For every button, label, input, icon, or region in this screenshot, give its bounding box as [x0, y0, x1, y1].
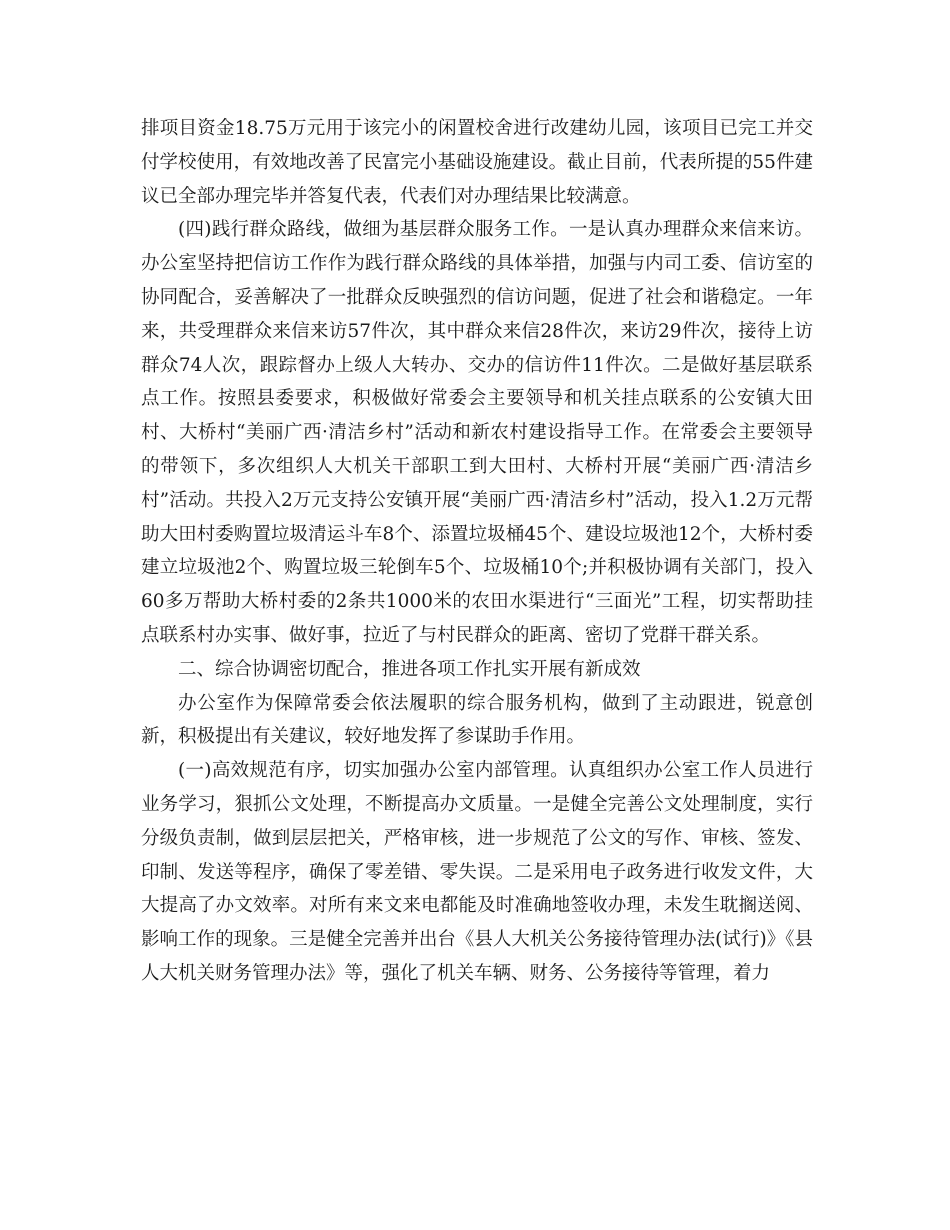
- paragraph-mass-line-service: (四)践行群众路线，做细为基层群众服务工作。一是认真办理群众来信来访。办公室坚持把信访工作作为践行群众路线的具体举措，加强与内司工委、信访室的协同配合，妥善解决了一批群众反映强烈的信访问题，促进了社会和谐稳定。一年来，共受理群众来信来访57件次，其中群众来信28件次，来访29件次，接待上访群众74人次，跟踪督办上级人大转办、交办的信访件11件次。二是做好基层联系点工作。按照县委要求，积极做好常委会主要领导和机关挂点联系的公安镇大田村、大桥村“美丽广西·清洁乡村”活动和新农村建设指导工作。在常委会主要领导的带领下，多次组织人大机关干部职工到大田村、大桥村开展“美丽广西·清洁乡村”活动。共投入2万元支持公安镇开展“美丽广西·清洁乡村”活动，投入1.2万元帮助大田村委购置垃圾清运斗车8个、添置垃圾桶45个、建设垃圾池12个，大桥村委建立垃圾池2个、购置垃圾三轮倒车5个、垃圾桶10个;并积极协调有关部门，投入60多万帮助大桥村委的2条共1000米的农田水渠进行“三面光”工程，切实帮助挂点联系村办实事、做好事，拉近了与村民群众的距离、密切了党群干群关系。: [141, 219, 813, 646]
- section-heading-coordination: 二、综合协调密切配合，推进各项工作扎实开展有新成效: [178, 658, 641, 680]
- paragraph-office-role: 办公室作为保障常委会依法履职的综合服务机构，做到了主动跟进，锐意创新，积极提出有关建议，较好地发挥了参谋助手作用。: [141, 692, 813, 748]
- paragraph-continuation: 排项目资金18.75万元用于该完小的闲置校舍进行改建幼儿园，该项目已完工并交付学校使用，有效地改善了民富完小基础设施建设。截止目前，代表所提的55件建议已全部办理完毕并答复代表，代表们对办理结果比较满意。: [141, 118, 813, 207]
- paragraph-internal-management: (一)高效规范有序，切实加强办公室内部管理。认真组织办公室工作人员进行业务学习，狠抓公文处理，不断提高办文质量。一是健全完善公文处理制度，实行分级负责制，做到层层把关，严格审核，进一步规范了公文的写作、审核、签发、印制、发送等程序，确保了零差错、零失误。二是采用电子政务进行收发文件，大大提高了办文效率。对所有来文来电都能及时准确地签收办理，未发生耽搁送阅、影响工作的现象。三是健全完善并出台《县人大机关公务接待管理办法(试行)》《县人大机关财务管理办法》等，强化了机关车辆、财务、公务接待等管理，着力: [141, 760, 813, 984]
- document-body: [141, 112, 813, 991]
